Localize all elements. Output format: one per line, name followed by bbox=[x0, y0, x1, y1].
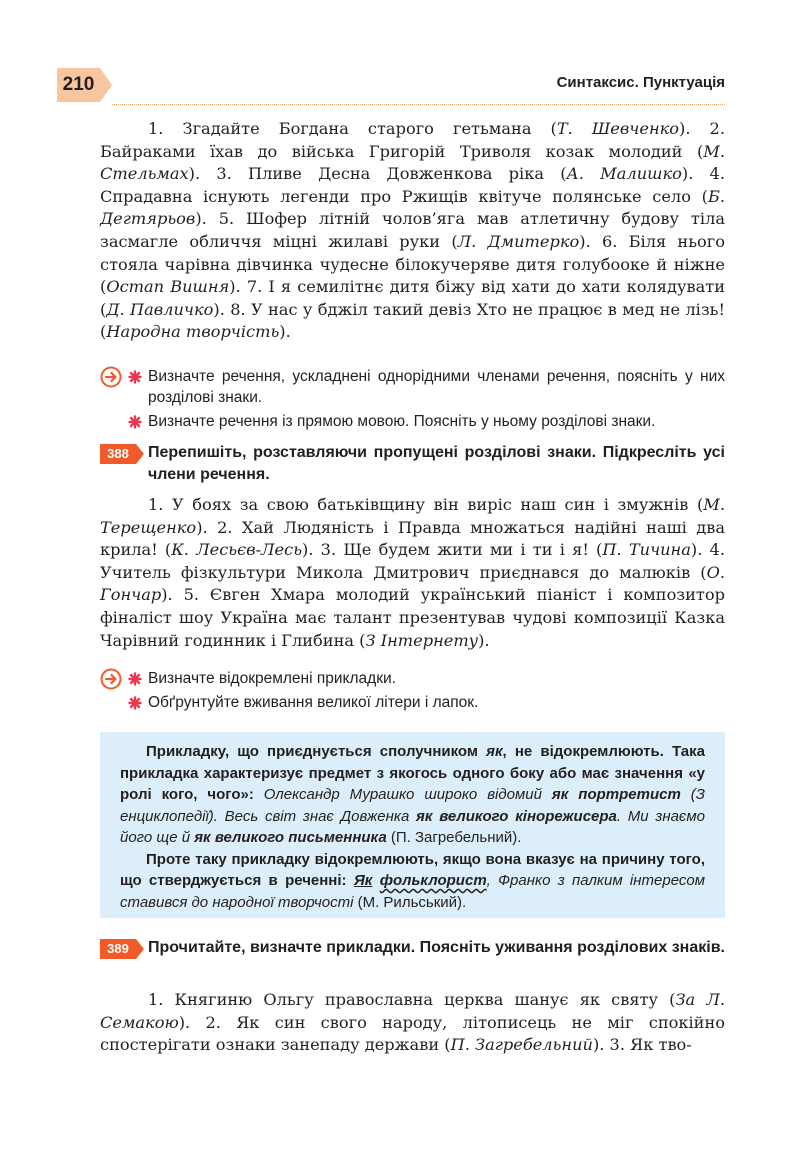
exercise-number: 388 bbox=[100, 444, 136, 464]
exercise-389-sentences: 1. Княгиню Ольгу православна церква шанує як святу (За Л. Семакою). 2. Як син свого народу, літописець не міг спокійно спостерігати ознаки занепаду держави (П. Загребельний). 3. Як тво- bbox=[100, 990, 725, 1055]
asterisk-star-icon bbox=[128, 369, 142, 383]
task-item: Визначте речення, ускладнені однорідними членами речення, поясніть у них розділові знаки. bbox=[100, 366, 725, 408]
exercise-instruction: Перепишіть, розставляючи пропущені розділові знаки. Підкресліть усі члени речення. bbox=[148, 444, 725, 483]
task-item: Визначте відокремлені прикладки. bbox=[100, 668, 725, 689]
sentences-text: 1. Згадайте Богдана старого гетьмана (Т. Шевченко). 2. Байраками їхав до війська Григорій Триволя козак молодий (М. Стельмах). 3. Пливе Десна Довженкова ріка (А. Малишко). 4. Спрадавна існують легенди про Ржищів квітуче полянське село (Б. Дегтярьов). 5. Шофер літній чолов’яга мав атлетичну будову тіла засмагле обличчя міцні жилаві руки (Л. Дмитерко). 6. Біля нього стояла чарівна дівчинка чудесне білокучеряве дитя голубооке й ніжне (Остап Вишня). 7. І я семилітнє дитя біжу від хати до хати колядувати (Д. Павличко). 8. У нас у бджіл такий девіз Хто не працює в мед не лізь! (Народна творчість). bbox=[100, 119, 726, 342]
exercise-instruction: Прочитайте, визначте прикладки. Поясніть уживання розділових знаків. bbox=[148, 939, 725, 956]
task-item: Обґрунтуйте вживання великої літери і лапок. bbox=[100, 692, 725, 713]
rule-paragraph-1: Прикладку, що приєднується сполучником як, не відокремлюють. Така прикладка характеризує предмет з якогось одного боку або має значення «у ролі кого, чого»: Олександр Мурашко широко відомий як портретист (З енциклопедії). Весь світ знає Довженка як великого кінорежисера. Ми знаємо його ще й як великого письменника (П. Загребельний). bbox=[120, 743, 705, 846]
asterisk-star-icon bbox=[128, 695, 142, 709]
running-title: Синтаксис. Пунктуація bbox=[556, 74, 725, 91]
asterisk-star-icon bbox=[128, 671, 142, 685]
grammar-rule-box bbox=[100, 732, 725, 918]
task-list-2 bbox=[100, 668, 725, 716]
page-number: 210 bbox=[57, 68, 100, 102]
asterisk-star-icon bbox=[128, 414, 142, 428]
exercise-number: 389 bbox=[100, 939, 136, 959]
sentences-paragraph bbox=[100, 118, 725, 344]
task-list-1 bbox=[100, 366, 725, 435]
exercise-388-heading bbox=[100, 442, 725, 485]
header-divider bbox=[112, 104, 725, 105]
rule-paragraph-2: Проте таку прикладку відокремлюють, якщо вона вказує на причину того, що стверджується в реченні: Як фольклорист, Франко з палким інтересом ставився до народної творчості (М. Рильський). bbox=[120, 850, 705, 911]
exercise-389-text bbox=[100, 989, 725, 1057]
exercise-388-sentences: 1. У боях за свою батьківщину він виріс наш син і змужнів (М. Терещенко). 2. Хай Людяність і Правда множаться надійні наші два крила! (К. Лесьєв-Лесь). 3. Ще будем жити ми і ти і я! (П. Тичина). 4. Учитель фізкультури Микола Дмитрович приєднався до малюків (О. Гончар). 5. Євген Хмара молодий український піаніст і композитор фіналіст шоу Україна має талант презентував чудові композиції Казка Чарівний годинник і Глибина (З Інтернету). bbox=[100, 495, 725, 650]
task-item: Визначте речення із прямою мовою. Поясніть у ньому розділові знаки. bbox=[100, 411, 725, 432]
exercise-389-heading bbox=[100, 937, 725, 959]
page-header bbox=[0, 64, 800, 108]
exercise-388-text bbox=[100, 494, 725, 652]
